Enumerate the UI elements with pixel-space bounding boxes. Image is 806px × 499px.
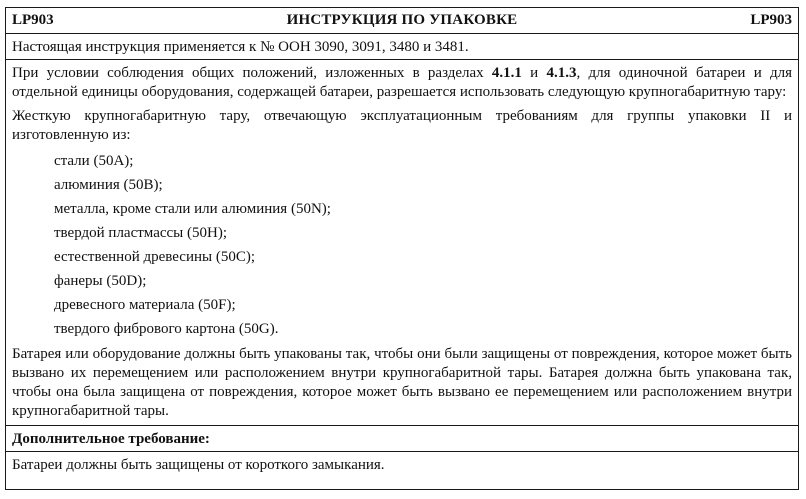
instruction-code-left: LP903 <box>12 12 54 28</box>
list-item: твердого фибрового картона (50G). <box>54 321 279 337</box>
instruction-code-right: LP903 <box>750 12 792 28</box>
section-ref-4-1-3: 4.1.3 <box>546 65 577 81</box>
list-item: фанеры (50D); <box>54 273 147 289</box>
additional-requirement-heading-row <box>6 426 798 452</box>
additional-requirement-heading: Дополнительное требование: <box>12 431 210 447</box>
additional-requirement-row <box>6 452 798 478</box>
list-item: алюминия (50B); <box>54 177 163 193</box>
instruction-header <box>6 8 798 34</box>
conditions-intro-a: При условии соблюдения общих положений, изложенных в разделах <box>12 65 492 81</box>
packaging-intro: Жесткую крупногабаритную тару, отвечающую эксплуатационным требованиям для группы упаковки II и изготовленную из: <box>12 108 792 143</box>
packing-instruction-table <box>5 7 799 490</box>
scope-text: Настоящая инструкция применяется к № ООН 3090, 3091, 3480 и 3481. <box>12 39 469 55</box>
conditions-and: и <box>521 65 547 81</box>
protection-text: Батарея или оборудование должны быть упакованы так, чтобы они были защищены от повреждения, которое может быть вызвано их перемещением или расположением внутри крупногабаритной тары. Батарея должна быть упакована так, чтобы она была защищена от повреждения, которое может быть вызвано ее перемещением или расположением внутри крупногабаритной тары. <box>12 346 792 419</box>
additional-requirement-text: Батареи должны быть защищены от короткого замыкания. <box>12 457 385 473</box>
list-item: стали (50A); <box>54 153 134 169</box>
instruction-title: ИНСТРУКЦИЯ ПО УПАКОВКЕ <box>286 12 518 28</box>
materials-list <box>12 149 792 341</box>
list-item: твердой пластмассы (50H); <box>54 225 227 241</box>
conditions-intro-b: , для одиночной батареи и для отдельной единицы оборудования, содержащей батареи, разрешается использовать следующую крупногабаритную тару: <box>12 65 792 100</box>
conditions-row <box>6 60 798 426</box>
conditions-intro <box>12 64 792 102</box>
scope-row <box>6 34 798 60</box>
section-ref-4-1-1: 4.1.1 <box>491 65 522 81</box>
list-item: древесного материала (50F); <box>54 297 236 313</box>
list-item: естественной древесины (50C); <box>54 249 255 265</box>
list-item: металла, кроме стали или алюминия (50N); <box>54 201 331 217</box>
